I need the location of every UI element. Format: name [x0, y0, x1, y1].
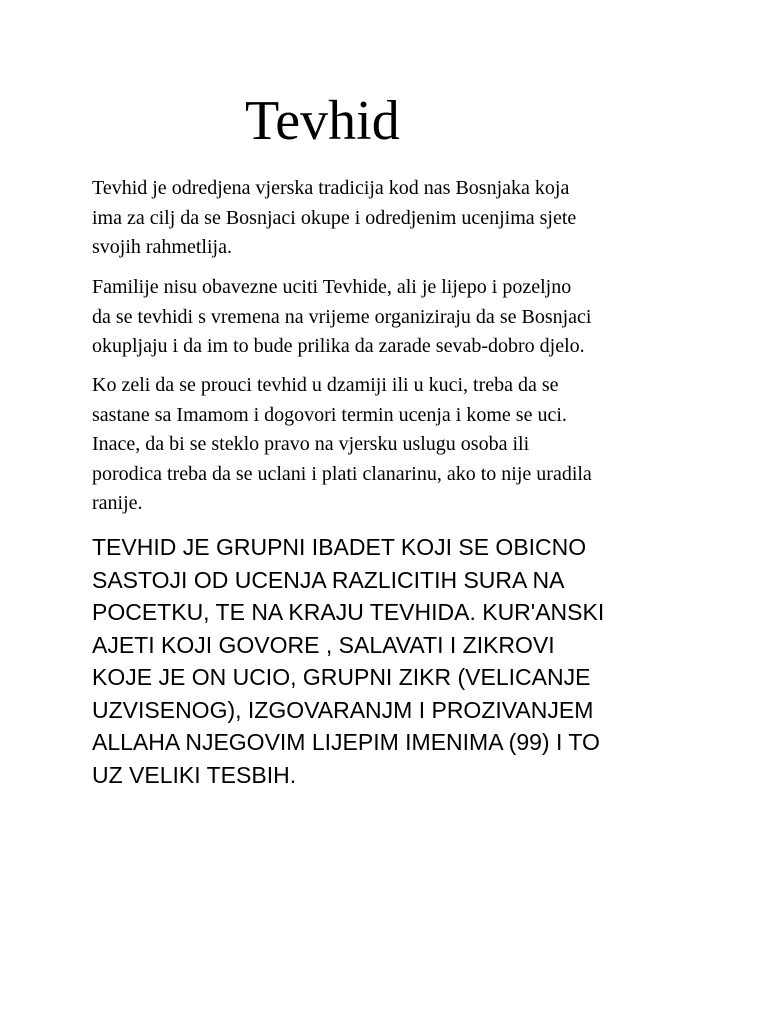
paragraph-intro	[92, 174, 692, 263]
caps-line: ALLAHA NJEGOVIM LIJEPIM IMENIMA (99) I TO	[92, 729, 600, 755]
text-line: Tevhid je odredjena vjerska tradicija kod nas Bosnjaka koja	[92, 177, 570, 199]
page-title: Tevhid	[245, 90, 400, 152]
text-line: ima za cilj da se Bosnjaci okupe i odredjenim ucenjima sjete	[92, 206, 577, 229]
text-line: porodica treba da se uclani i plati clanarinu, ako to nije uradila	[92, 462, 592, 485]
caps-line: UZVISENOG), IZGOVARANJM I PROZIVANJEM	[92, 696, 594, 723]
text-line: ranije.	[92, 492, 143, 514]
text-line: sastane sa Imamom i dogovori termin ucenja i kome se uci.	[92, 403, 567, 426]
text-line: da se tevhidi s vremena na vrijeme organiziraju da se Bosnjaci	[92, 305, 592, 328]
paragraph-organization	[92, 371, 692, 519]
caps-line: POCETKU, TE NA KRAJU TEVHIDA. KUR'ANSKI	[92, 599, 605, 625]
text-line: Familije nisu obavezne uciti Tevhide, ali je lijepo i pozeljno	[92, 276, 572, 298]
caps-line: SASTOJI OD UCENJA RAZLICITIH SURA NA	[92, 566, 565, 593]
text-line: Inace, da bi se steklo pravo na vjersku uslugu osoba ili	[92, 433, 530, 455]
text-line: Ko zeli da se prouci tevhid u dzamiji ili u kuci, treba da se	[92, 374, 559, 396]
caps-line: TEVHID JE GRUPNI IBADET KOJI SE OBICNO	[92, 534, 587, 560]
paragraph-families	[92, 273, 692, 362]
paragraph-caps-description	[92, 531, 692, 791]
text-line: svojih rahmetlija.	[92, 236, 232, 258]
caps-line: KOJE JE ON UCIO, GRUPNI ZIKR (VELICANJE	[92, 664, 591, 690]
caps-line: UZ VELIKI TESBIH.	[92, 761, 297, 788]
text-line: okupljaju i da im to bude prilika da zarade sevab-dobro djelo.	[92, 335, 585, 357]
caps-line: AJETI KOJI GOVORE , SALAVATI I ZIKROVI	[92, 631, 555, 658]
